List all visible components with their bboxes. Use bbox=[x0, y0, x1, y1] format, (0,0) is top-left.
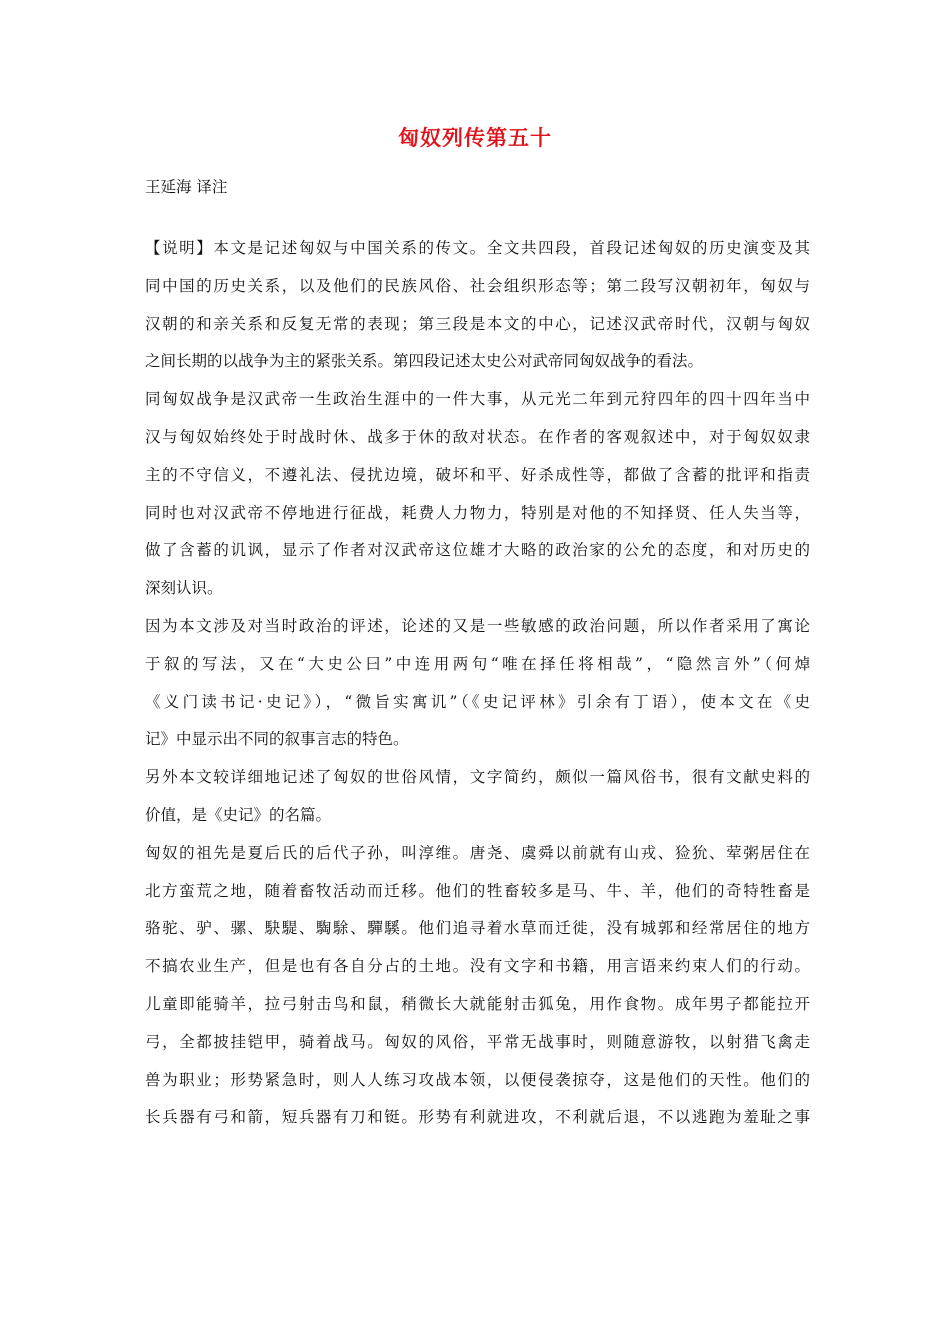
text-line: 骆驼、驴、骡、駃騠、騊駼、驒騱。他们追寻着水草而迁徙，没有城郭和经常居住的地方 bbox=[145, 919, 810, 938]
text-line: 汉与匈奴始终处于时战时休、战多于休的敌对状态。在作者的客观叙述中，对于匈奴奴隶 bbox=[145, 427, 810, 446]
text-line: 儿童即能骑羊，拉弓射击鸟和鼠，稍微长大就能射击狐兔，用作食物。成年男子都能拉开 bbox=[145, 994, 810, 1013]
text-line: 主的不守信义，不遵礼法、侵扰边境，破坏和平、好杀成性等，都做了含蓄的批评和指责 bbox=[145, 465, 810, 484]
text-line: 匈奴的祖先是夏后氏的后代子孙，叫淳维。唐尧、虞舜以前就有山戎、猃狁、荤粥居住在 bbox=[145, 843, 810, 862]
text-line: 《义门读书记·史记》），“微旨实寓讥”（《史记评林》引余有丁语），使本文在《史 bbox=[145, 692, 810, 711]
text-line: 做了含蓄的讥讽，显示了作者对汉武帝这位雄才大略的政治家的公允的态度，和对历史的 bbox=[145, 541, 810, 560]
text-line: 同匈奴战争是汉武帝一生政治生涯中的一件大事，从元光二年到元狩四年的四十四年当中 bbox=[145, 390, 810, 409]
text-line: 同时也对汉武帝不停地进行征战，耗费人力物力，特别是对他的不知择贤、任人失当等， bbox=[145, 503, 810, 522]
text-line: 同中国的历史关系，以及他们的民族风俗、社会组织形态等；第二段写汉朝初年，匈奴与 bbox=[145, 276, 810, 295]
text-line: 于叙的写法，又在“大史公曰”中连用两句“唯在择任将相哉”，“隐然言外”（何焯 bbox=[145, 654, 810, 673]
text-line: 记》中显示出不同的叙事言志的特色。 bbox=[145, 730, 409, 749]
text-line: 弓，全都披挂铠甲，骑着战马。匈奴的风俗，平常无战事时，则随意游牧，以射猎飞禽走 bbox=[145, 1032, 810, 1051]
text-line: 长兵器有弓和箭，短兵器有刀和铤。形势有利就进攻，不利就后退，不以逃跑为羞耻之事 bbox=[145, 1108, 810, 1127]
author-line: 王延海 译注 bbox=[145, 178, 228, 196]
text-line: 深刻认识。 bbox=[145, 579, 223, 598]
text-line: 价值，是《史记》的名篇。 bbox=[145, 805, 332, 824]
text-line: 另外本文较详细地记述了匈奴的世俗风情，文字简约，颇似一篇风俗书，很有文献史料的 bbox=[145, 768, 810, 787]
text-line: 汉朝的和亲关系和反复无常的表现；第三段是本文的中心，记述汉武帝时代，汉朝与匈奴 bbox=[145, 314, 810, 333]
document-body bbox=[145, 230, 810, 1137]
text-line: 因为本文涉及对当时政治的评述，论述的又是一些敏感的政治问题，所以作者采用了寓论 bbox=[145, 616, 810, 635]
text-line: 兽为职业；形势紧急时，则人人练习攻战本领，以便侵袭掠夺，这是他们的天性。他们的 bbox=[145, 1070, 810, 1089]
text-line: 【说明】本文是记述匈奴与中国关系的传文。全文共四段，首段记述匈奴的历史演变及其 bbox=[145, 239, 810, 257]
document-title: 匈奴列传第五十 bbox=[398, 126, 552, 150]
text-line: 北方蛮荒之地，随着畜牧活动而迁移。他们的牲畜较多是马、牛、羊，他们的奇特牲畜是 bbox=[145, 881, 810, 900]
text-line: 不搞农业生产，但是也有各自分占的土地。没有文字和书籍，用言语来约束人们的行动。 bbox=[145, 957, 810, 976]
text-line: 之间长期的以战争为主的紧张关系。第四段记述太史公对武帝同匈奴战争的看法。 bbox=[145, 352, 704, 371]
